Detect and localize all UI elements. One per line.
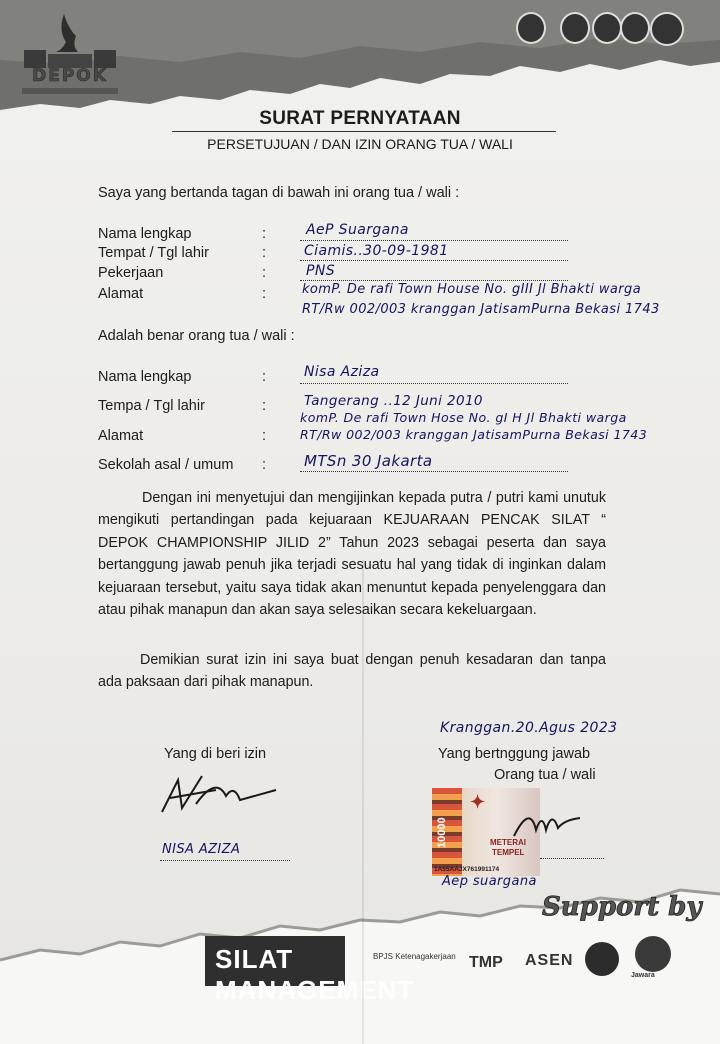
dotted-line — [300, 260, 568, 261]
parent-birth-value: Ciamis..30-09-1981 — [304, 243, 449, 259]
child-school-label: Sekolah asal / umum — [98, 457, 234, 473]
right-signer-subtitle: Orang tua / wali — [494, 767, 596, 783]
consent-paragraph-text: Dengan ini menyetujui dan mengijinkan kepada putra / putri kami unutuk mengikuti pertandingan pada kejuaraan KEJUARAAN PENCAK SILAT “ DEPOK CHAMPIONSHIP JILID 2” Tahun 2023 sebagai peserta dan saya bertanggung jawab penuh jika terjadi sesuatu hal yang tidak di inginkan dalam kejuaraan tersebut, yaitu saya tidak akan menuntut kepada penyelenggara dan atau pihak manapun dan akan saya selesaikan secara kekeluargaan. — [98, 490, 606, 619]
colon: : — [262, 226, 267, 242]
child-address-label: Alamat — [98, 428, 144, 444]
support-by-text: Support by — [542, 892, 702, 922]
parent-name-label: Nama lengkap — [98, 226, 192, 242]
right-signature — [510, 800, 590, 850]
colon: : — [262, 457, 267, 473]
child-intro-text: Adalah benar orang tua / wali : — [98, 328, 295, 344]
colon: : — [262, 369, 267, 385]
seal-icon — [560, 12, 590, 44]
stamp-label-2: TEMPEL — [492, 848, 525, 857]
tmp-logo: TMP — [469, 954, 503, 971]
jawara-emblem-icon — [635, 936, 671, 972]
seal-icon — [516, 12, 546, 44]
seal-icon — [650, 12, 684, 46]
parent-address-label: Alamat — [98, 286, 144, 302]
stamp-code: 1A55AAJX761991174 — [434, 866, 500, 873]
left-signer-name: NISA AZIZA — [162, 842, 241, 857]
emblem-icon — [585, 942, 619, 976]
dotted-line — [160, 860, 290, 861]
child-school-value: MTSn 30 Jakarta — [304, 452, 433, 470]
dotted-line — [300, 280, 568, 281]
silat-logo-text: SILAT MANAGEMENT — [215, 944, 415, 1005]
bpjs-logo: BPJS Ketenagakerjaan — [373, 952, 456, 961]
parent-address-value: komP. De rafi Town House No. gIII Jl Bhakti warga — [302, 282, 642, 297]
document-title: SURAT PERNYATAAN — [259, 108, 461, 129]
colon: : — [262, 265, 267, 281]
closing-paragraph — [98, 649, 606, 694]
right-signer-name: Aep suargana — [442, 874, 537, 889]
child-name-label: Nama lengkap — [98, 369, 192, 385]
parent-address-value-line2: RT/Rw 002/003 kranggan JatisamPurna Bekasi 1743 — [302, 302, 660, 317]
parent-job-value: PNS — [306, 263, 336, 279]
child-name-value: Nisa Aziza — [304, 364, 380, 380]
garuda-icon: ✦ — [470, 792, 486, 812]
dotted-line — [540, 858, 604, 859]
asen-logo: ASEN — [525, 952, 574, 969]
right-signer-title: Yang bertnggung jawab — [438, 746, 591, 762]
dotted-line — [300, 383, 568, 384]
seal-icon — [592, 12, 622, 44]
depok-logo-text: DEPOK — [32, 66, 108, 86]
colon: : — [262, 398, 267, 414]
colon: : — [262, 428, 267, 444]
child-address-value-line2: RT/Rw 002/003 kranggan JatisamPurna Bekasi 1743 — [300, 427, 648, 442]
stamp-value: 10000 — [436, 817, 448, 848]
left-signer-title: Yang di beri izin — [164, 746, 267, 762]
dotted-line — [300, 471, 568, 472]
paper-fold-crease — [362, 560, 364, 1044]
dotted-line — [300, 240, 568, 241]
title-underline — [172, 131, 556, 132]
jawara-logo: Jawara — [631, 972, 655, 979]
closing-paragraph-text: Demikian surat izin ini saya buat dengan penuh kesadaran dan tanpa ada paksaan dari pihak manapun. — [98, 652, 606, 691]
sponsor-logos — [205, 936, 675, 1005]
child-birth-label: Tempa / Tgl lahir — [98, 398, 205, 414]
intro-text: Saya yang bertanda tagan di bawah ini orang tua / wali : — [98, 185, 460, 201]
place-date: Kranggan.20.Agus 2023 — [440, 720, 618, 736]
child-birth-value: Tangerang ..12 Juni 2010 — [304, 393, 483, 409]
depok-logo-underline — [22, 88, 118, 94]
parent-job-label: Pekerjaan — [98, 265, 164, 281]
parent-name-value: AeP Suargana — [306, 222, 409, 238]
stamp-label: METERAI — [490, 838, 526, 847]
document-subtitle: PERSETUJUAN / DAN IZIN ORANG TUA / WALI — [207, 136, 513, 152]
child-address-value: komP. De rafi Town Hose No. gI H Jl Bhakti warga — [300, 410, 627, 425]
left-signature — [156, 766, 286, 826]
parent-birth-label: Tempat / Tgl lahir — [98, 245, 209, 261]
seal-icon — [620, 12, 650, 44]
consent-paragraph — [98, 487, 606, 621]
colon: : — [262, 245, 267, 261]
colon: : — [262, 286, 267, 302]
